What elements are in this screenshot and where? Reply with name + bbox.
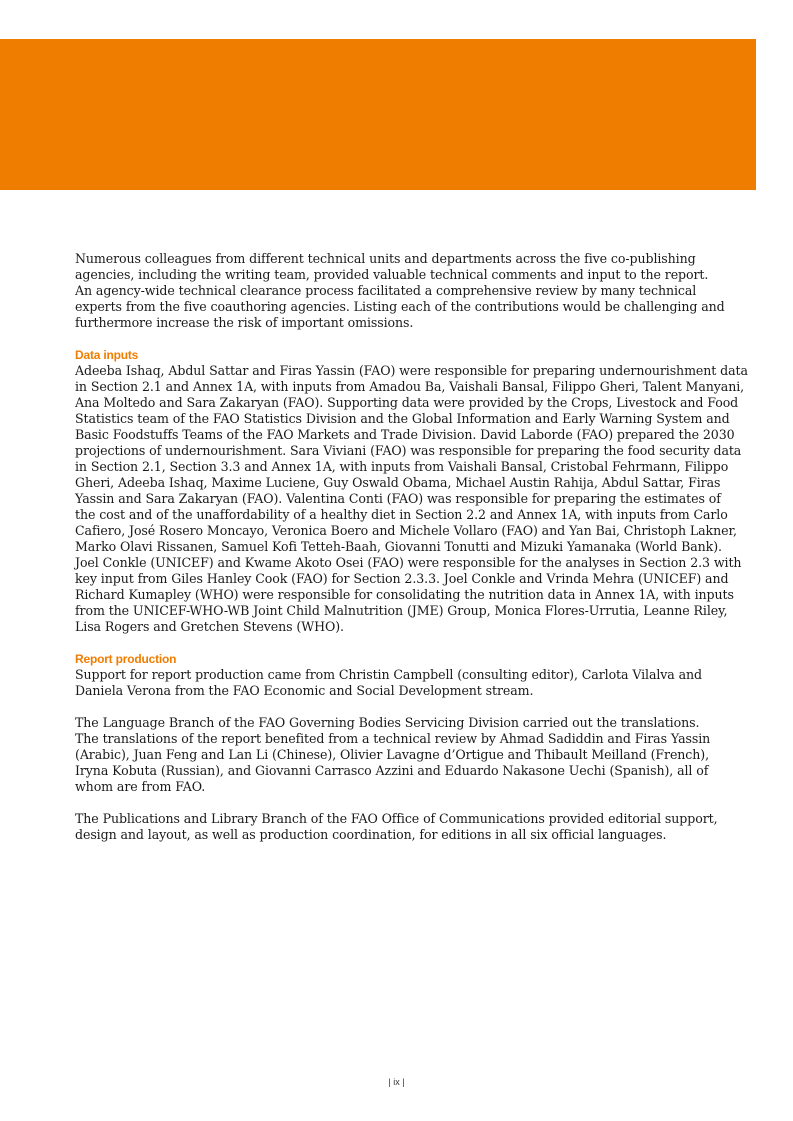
text-line: (Arabic), Juan Feng and Lan Li (Chinese), Olivier Lavagne d’Ortigue and Thibault Meilland (French), — [75, 747, 709, 762]
intro-paragraph — [75, 251, 725, 331]
report-production-heading: Report production — [75, 652, 177, 666]
text-line: Statistics team of the FAO Statistics Division and the Global Information and Early Warning System and — [75, 411, 730, 426]
text-line: Gheri, Adeeba Ishaq, Maxime Luciene, Guy Oswald Obama, Michael Austin Rahija, Abdul Sattar, Firas — [75, 475, 721, 490]
text-line: The Publications and Library Branch of the FAO Office of Communications provided editorial support, — [75, 811, 718, 826]
acknowledgements-body — [75, 251, 748, 859]
text-line: key input from Giles Hanley Cook (FAO) for Section 2.3.3. Joel Conkle and Vrinda Mehra (UNICEF) and — [75, 571, 729, 586]
report-production-section — [75, 651, 725, 699]
text-line: the cost and of the unaffordability of a healthy diet in Section 2.2 and Annex 1A, with inputs from Carlo — [75, 507, 728, 522]
data-inputs-section — [75, 347, 748, 635]
text-line: Joel Conkle (UNICEF) and Kwame Akoto Osei (FAO) were responsible for the analyses in Section 2.3 with — [75, 555, 742, 570]
text-line: agencies, including the writing team, provided valuable technical comments and input to the report. — [75, 267, 709, 282]
text-line: The translations of the report benefited from a technical review by Ahmad Sadiddin and Firas Yassin — [75, 731, 711, 746]
publications-paragraph — [75, 811, 725, 843]
text-line: Richard Kumapley (WHO) were responsible for consolidating the nutrition data in Annex 1A, with inputs — [75, 587, 734, 602]
text-line: experts from the five coauthoring agencies. Listing each of the contributions would be challenging and — [75, 299, 725, 314]
text-line: furthermore increase the risk of important omissions. — [75, 315, 414, 330]
translations-paragraph — [75, 715, 725, 795]
text-line: in Section 2.1 and Annex 1A, with inputs from Amadou Ba, Vaishali Bansal, Filippo Gheri, Talent Manyani, — [75, 379, 745, 394]
text-line: Lisa Rogers and Gretchen Stevens (WHO). — [75, 619, 344, 634]
text-line: The Language Branch of the FAO Governing Bodies Servicing Division carried out the translations. — [75, 715, 700, 730]
text-line: Iryna Kobuta (Russian), and Giovanni Carrasco Azzini and Eduardo Nakasone Uechi (Spanish), all of — [75, 763, 709, 778]
text-line: Marko Olavi Rissanen, Samuel Kofi Tetteh-Baah, Giovanni Tonutti and Mizuki Yamanaka (World Bank). — [75, 539, 722, 554]
text-line: An agency-wide technical clearance process facilitated a comprehensive review by many technical — [75, 283, 697, 298]
text-line: Basic Foodstuffs Teams of the FAO Markets and Trade Division. David Laborde (FAO) prepared the 2030 — [75, 427, 735, 442]
text-line: design and layout, as well as production coordination, for editions in all six official languages. — [75, 827, 667, 842]
text-line: Numerous colleagues from different technical units and departments across the five co-publishing — [75, 251, 696, 266]
data-inputs-heading: Data inputs — [75, 348, 139, 362]
text-line: in Section 2.1, Section 3.3 and Annex 1A, with inputs from Vaishali Bansal, Cristobal Fehrmann, Filippo — [75, 459, 729, 474]
text-line: projections of undernourishment. Sara Viviani (FAO) was responsible for preparing the food security data — [75, 443, 742, 458]
text-line: Adeeba Ishaq, Abdul Sattar and Firas Yassin (FAO) were responsible for preparing undernourishment data — [75, 363, 748, 378]
text-line: Support for report production came from Christin Campbell (consulting editor), Carlota Vilalva and — [75, 667, 702, 682]
text-line: Cafiero, José Rosero Moncayo, Veronica Boero and Michele Vollaro (FAO) and Yan Bai, Christoph Lakner, — [75, 523, 737, 538]
text-line: Yassin and Sara Zakaryan (FAO). Valentina Conti (FAO) was responsible for preparing the estimates of — [75, 491, 721, 506]
text-line: whom are from FAO. — [75, 779, 206, 794]
text-line: from the UNICEF-WHO-WB Joint Child Malnutrition (JME) Group, Monica Flores-Urrutia, Leanne Riley, — [75, 603, 728, 618]
text-line: Daniela Verona from the FAO Economic and Social Development stream. — [75, 683, 534, 698]
page-number: | ix | — [388, 1077, 405, 1087]
text-line: Ana Moltedo and Sara Zakaryan (FAO). Supporting data were provided by the Crops, Livestock and Food — [75, 395, 739, 410]
header-banner — [0, 39, 756, 190]
